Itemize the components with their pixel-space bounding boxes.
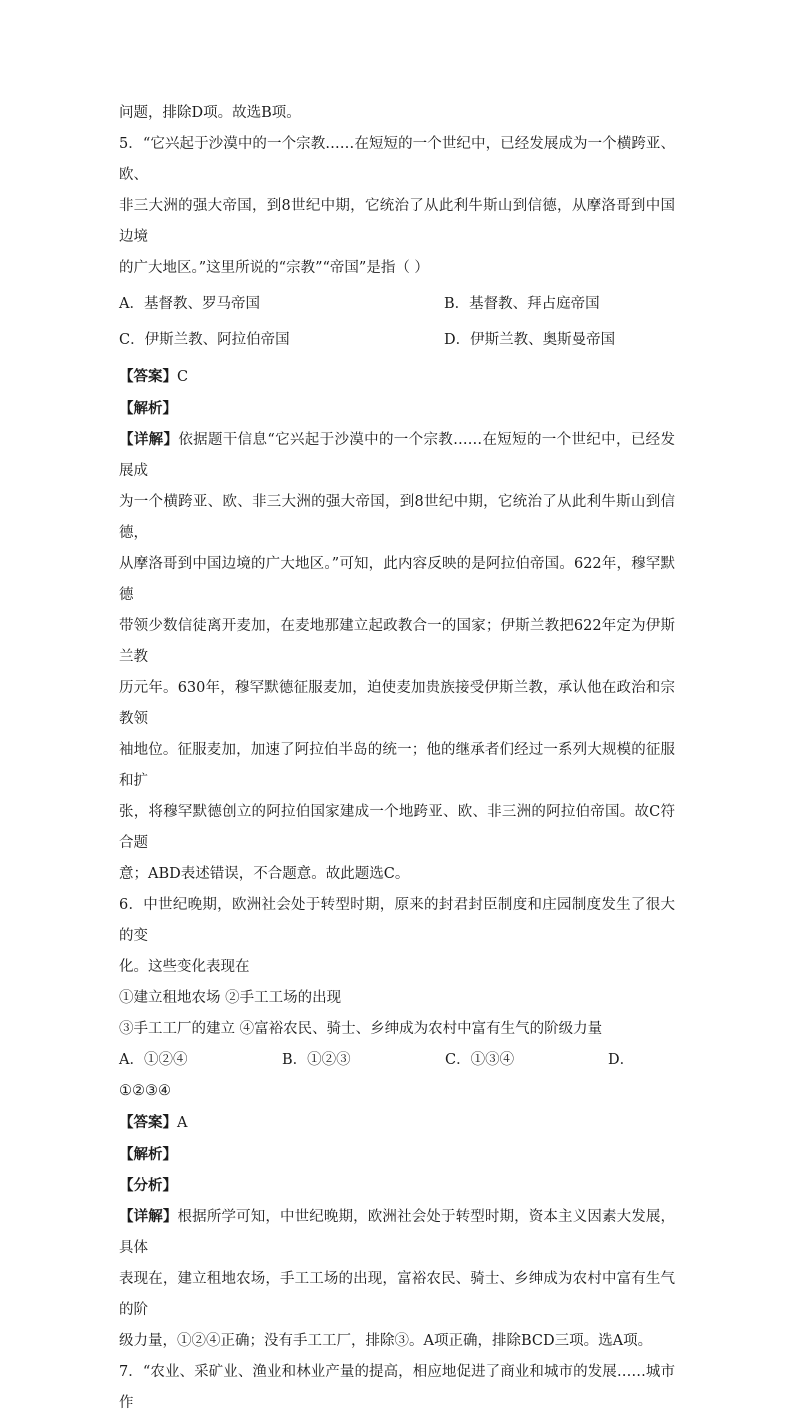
question-stem: 5．“它兴起于沙漠中的一个宗教……在短短的一个世纪中，已经发展成为一个横跨亚、欧、 <box>119 136 675 183</box>
analysis-tag: 【解析】 <box>119 1146 177 1163</box>
detail-text: 依据题干信息“它兴起于沙漠中的一个宗教……在短短的一个世纪中，已经发展成 <box>119 432 675 479</box>
options-row <box>119 1045 675 1076</box>
detail-line: 为一个横跨亚、欧、非三大洲的强大帝国，到8世纪中期，它统治了从此利牛斯山到信德， <box>119 494 675 541</box>
question-stem: 化。这些变化表现在 <box>119 959 250 975</box>
option-d: D．伊斯兰教、奥斯曼帝国 <box>444 332 616 348</box>
option-c: C．①③④ <box>445 1052 515 1068</box>
detail-tag: 【详解】 <box>119 1208 178 1225</box>
detail-tag: 【详解】 <box>119 431 179 448</box>
option-b: B．基督教、拜占庭帝国 <box>444 296 600 312</box>
detail-line: 表现在，建立租地农场，手工工场的出现，富裕农民、骑士、乡绅成为农村中富有生气的阶 <box>119 1271 675 1318</box>
analysis-tag: 【解析】 <box>119 400 177 417</box>
detail-line: 从摩洛哥到中国边境的广大地区。”可知，此内容反映的是阿拉伯帝国。622年，穆罕默德 <box>119 556 675 603</box>
option-d: D． <box>608 1052 635 1068</box>
answer-tag: 【答案】 <box>119 368 177 385</box>
detail-line: 带领少数信徒离开麦加，在麦地那建立起政教合一的国家；伊斯兰教把622年定为伊斯兰教 <box>119 618 675 665</box>
question-6 <box>119 890 675 1357</box>
answer-value: A <box>177 1115 188 1131</box>
answer-tag: 【答案】 <box>119 1114 177 1131</box>
detail-text: 根据所学可知，中世纪晚期，欧洲社会处于转型时期，资本主义因素大发展，具体 <box>119 1209 676 1256</box>
fenxi-tag: 【分析】 <box>119 1177 177 1194</box>
question-stem: 7．“农业、采矿业、渔业和林业产量的提高，相应地促进了商业和城市的发展……城市作 <box>119 1364 675 1411</box>
document-content <box>119 98 675 1419</box>
question-7 <box>119 1357 675 1419</box>
detail-line: 历元年。630年，穆罕默德征服麦加，迫使麦加贵族接受伊斯兰教，承认他在政治和宗教领 <box>119 680 675 727</box>
detail-line <box>119 1201 675 1264</box>
detail-line <box>119 424 675 487</box>
options-row <box>119 289 675 320</box>
option-a: A．①②④ <box>119 1052 188 1068</box>
option-b: B．①②③ <box>282 1052 351 1068</box>
answer-line <box>119 361 675 393</box>
question-stem: 6．中世纪晚期，欧洲社会处于转型时期，原来的封君封臣制度和庄园制度发生了很大的变 <box>119 897 675 944</box>
detail-line: 意；ABD表述错误，不合题意。故此题选C。 <box>119 866 410 882</box>
option-d-value: ①②③④ <box>119 1083 171 1099</box>
answer-line <box>119 1107 675 1139</box>
question-stem: 的广大地区。”这里所说的“宗教”“帝国”是指（ ） <box>119 260 429 276</box>
detail-line: 张，将穆罕默德创立的阿拉伯国家建成一个地跨亚、欧、非三洲的阿拉伯帝国。故C符合题 <box>119 804 675 851</box>
question-items: ①建立租地农场 ②手工工场的出现 <box>119 990 342 1006</box>
question-stem: 非三大洲的强大帝国，到8世纪中期，它统治了从此利牛斯山到信德，从摩洛哥到中国边境 <box>119 198 675 245</box>
question-items: ③手工工厂的建立 ④富裕农民、骑士、乡绅成为农村中富有生气的阶级力量 <box>119 1021 603 1037</box>
question-5 <box>119 129 675 890</box>
text-line: 问题，排除D项。故选B项。 <box>119 105 301 121</box>
answer-value: C <box>177 369 189 385</box>
detail-line: 袖地位。征服麦加，加速了阿拉伯半岛的统一；他的继承者们经过一系列大规模的征服和扩 <box>119 742 675 789</box>
options-row <box>119 325 675 356</box>
option-a: A．基督教、罗马帝国 <box>119 296 260 312</box>
detail-line: 级力量，①②④正确；没有手工工厂，排除③。A项正确，排除BCD三项。选A项。 <box>119 1333 653 1349</box>
option-c: C．伊斯兰教、阿拉伯帝国 <box>119 332 290 348</box>
